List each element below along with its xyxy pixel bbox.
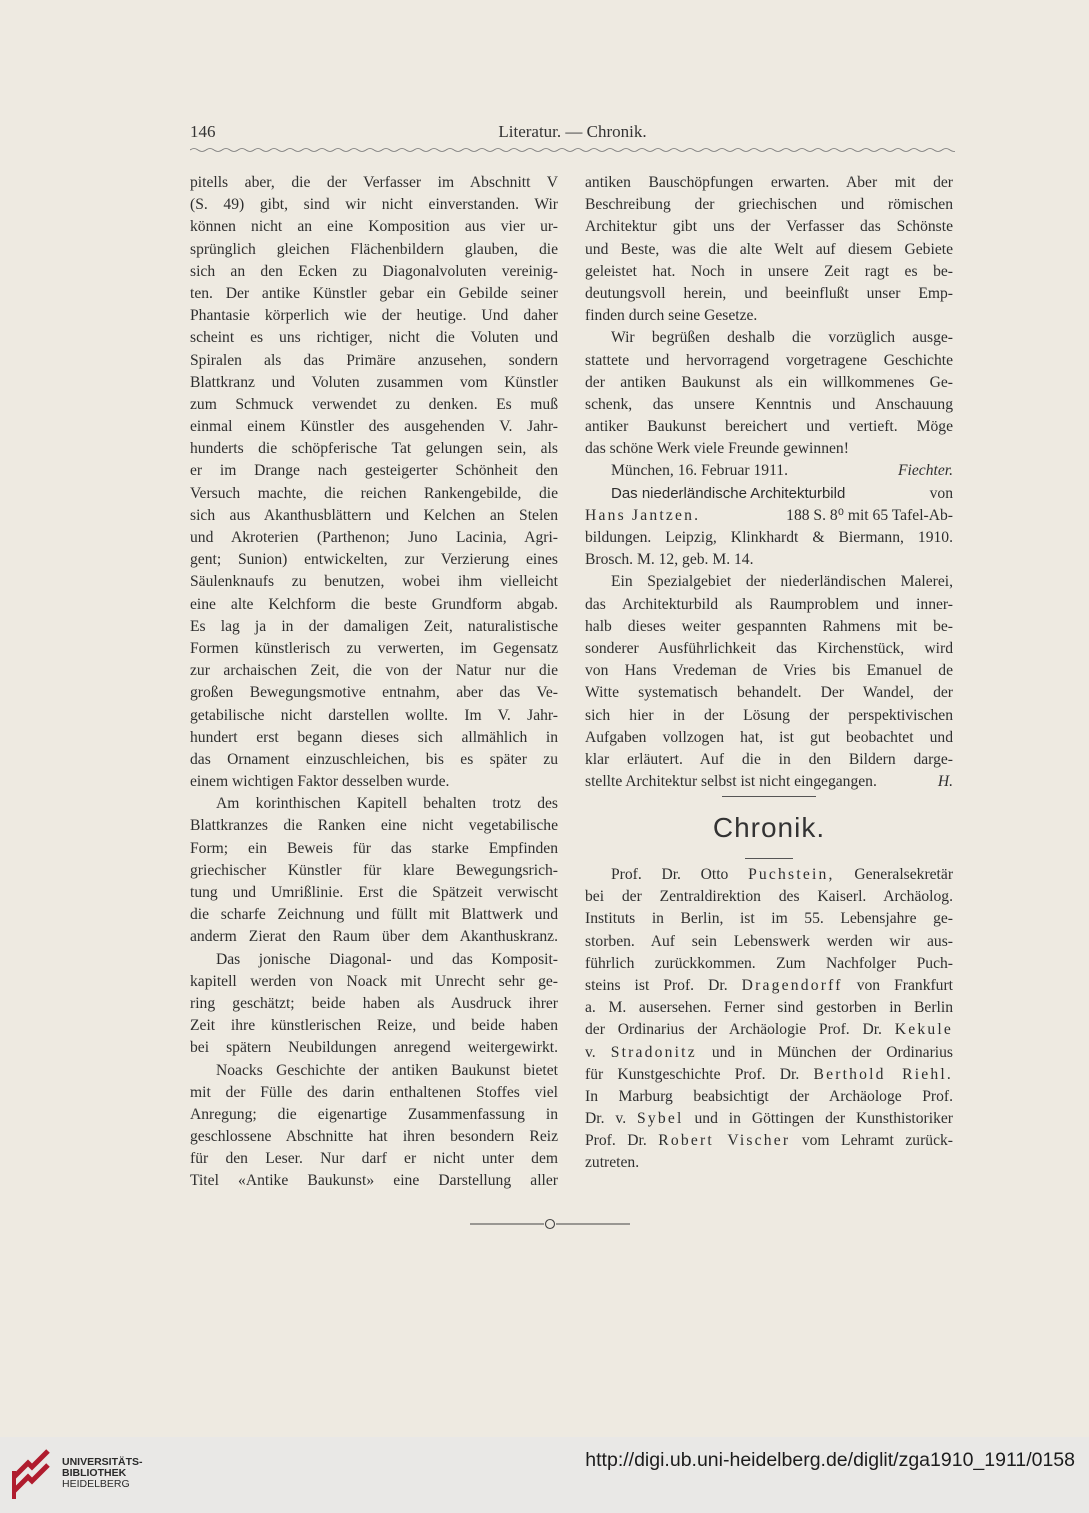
text-line: deutungsvoll herein, und beeinflußt unser Emp- [585,284,953,302]
text-line: Form; ein Beweis für das starke Empfinden [190,839,558,857]
left-text-column [190,172,558,1193]
second-review-last-text: stellte Architektur selbst ist nicht eingegangen. [585,773,877,791]
text-line: klar erläutert. Auf die in den Bildern darge- [585,750,953,768]
text-line: geleistet hat. Noch in unsere Zeit ragt es be- [585,262,953,280]
text-line: einmal einem Künstler des ausgehenden V. Jahr- [190,418,558,436]
text-line: hundert erst begann dieses sich allmählich in [190,728,558,746]
chronik-line: In Marburg beabsichtigt der Archäologe Prof. [585,1087,953,1105]
text-line: einem wichtigen Faktor desselben wurde. [190,773,450,791]
text-line: Spiralen als das Primäre anzusehen, sondern [190,351,558,369]
text-line: sich hier in der Lösung der perspektivischen [585,706,953,724]
chronik-text [585,864,953,1175]
second-review-title-line [585,483,953,505]
permalink-url[interactable]: http://digi.ub.uni-heidelberg.de/diglit/zga1910_1911/0158 [585,1449,1075,1471]
chronik-line [585,1130,953,1152]
right-text-column [585,172,953,793]
text-line: großen Bewegungsmotive entnahm, aber das Ve- [190,684,558,702]
second-review-bib-line-1 [585,505,953,527]
text-line: er im Drange nach gesteigerter Schönheit den [190,462,558,480]
text-line: das Ornament einzuschleichen, bis es später zu [190,750,558,768]
text-line: stattete und hervorragend vorgetragene Geschichte [585,351,953,369]
chronik-line: a. M. ausersehen. Ferner sind gestorben in Berlin [585,999,953,1017]
person-name: Berthold Riehl. [813,1065,953,1083]
text-line: Phantasie körperlich wie der heutige. Und daher [190,307,558,325]
text-line: sich aus Akanthusblättern und Kelchen an Stelen [190,506,558,524]
second-review-author: Hans Jantzen. [585,506,701,524]
text-line: zur archaischen Zeit, die von der Natur nur die [190,662,558,680]
text-line: und Beste, was die alte Welt auf diesem Gebiete [585,240,953,258]
chronik-text-run: und in Göttingen der Kunsthistoriker [694,1110,953,1128]
chronik-text-run: v. [585,1043,596,1061]
chronik-text-run: und in München der Ordinarius [711,1043,953,1061]
text-line: von Hans Vredeman de Vries bis Emanuel de [585,662,953,680]
text-line: sich an den Ecken zu Diagonalvoluten vereinig- [190,262,558,280]
chronik-line [585,1019,953,1041]
text-line: Noacks Geschichte der antiken Baukunst bietet [216,1061,558,1079]
chronik-line: bei der Zentraldirektion des Kaiserl. Archäolog. [585,888,953,906]
chronik-line [585,1108,953,1130]
second-review-bib-line-3: Brosch. M. 12, geb. M. 14. [585,551,754,569]
second-review-title: Das niederländische Architekturbild [611,484,846,502]
text-line: Säulenknaufs zu benutzen, wobei ihm vielleicht [190,573,558,591]
text-line: die scharfe Zeichnung und füllt mit Blattwerk und [190,906,558,924]
chronik-line: führlich zurückkommen. Zum Nachfolger Puch- [585,954,953,972]
text-line: und Akroterien (Parthenon; Juno Lacinia, Agri- [190,529,558,546]
text-line: Das jonische Diagonal- und das Komposit- [216,950,558,968]
chronik-line [585,864,953,886]
second-review-bib-rest: 188 S. 8⁰ mit 65 Tafel-Ab- [786,506,953,524]
text-line: gent; Sunion) entwickelten, zur Verzierung eines [190,551,558,569]
text-line: tung und Umrißlinie. Erst die Spätzeit verwischt [190,884,558,901]
text-line: ring geschätzt; beide haben als Ausdruck ihrer [190,994,558,1012]
text-line: Formen künstlerisch zu verwerten, im Gegensatz [190,639,558,657]
text-line: Wir begrüßen deshalb die vorzüglich ausge- [611,329,953,347]
text-line: Beschreibung der griechischen und römischen [585,196,953,214]
text-line: bei spätern Neubildungen anregend weitergewirkt. [190,1039,558,1057]
person-name: Robert Vischer [658,1132,791,1150]
chronik-line [585,1064,953,1086]
chronik-text-run: steins ist Prof. Dr. [585,976,728,994]
text-line: Witte systematisch behandelt. Der Wandel, der [585,684,953,702]
text-line: das schöne Werk viele Freunde gewinnen! [585,440,849,458]
library-name-line: BIBLIOTHEK [62,1467,127,1479]
text-line: sprünglich gleichen Flächenbildern glauben, die [190,240,558,258]
text-line: Versuch machte, die reichen Rankengebilde, die [190,484,558,502]
chronik-text-run: von Frankfurt [856,976,953,994]
text-line: Aufgaben vollzogen hat, ist gut beobachtet und [585,728,953,746]
text-line: anderm Zierat den Raum über dem Akanthuskranz. [190,928,558,946]
library-name-line: HEIDELBERG [62,1478,130,1490]
dateline-place-date: München, 16. Februar 1911. [611,462,788,480]
person-name: Stradonitz [610,1043,697,1061]
running-header [190,120,955,148]
chronik-line: zutreten. [585,1154,640,1172]
chronik-text-run: Dr. v. [585,1110,627,1128]
second-review-body [585,571,953,771]
person-name: Dragendorff [741,976,843,994]
chronik-text-run: Prof. Dr. Otto [611,866,729,883]
person-name: Sybel [637,1110,684,1128]
text-line: geschlossene Abschnitte hat ihren besondern Reiz [190,1128,558,1146]
header-wavy-rule [190,147,955,153]
chronik-heading: Chronik. [712,812,826,843]
chronik-text-run: Generalsekretär [854,866,953,883]
text-line: mit der Fülle des darin enthaltenen Stoffes viel [190,1083,558,1101]
section-divider-top [722,796,816,797]
heidelberg-library-logo-icon [8,1447,54,1501]
text-line: antiker Baukunst bereichert und vertieft. Möge [585,418,953,436]
review-continuation [585,172,953,460]
section-divider-bottom [745,858,793,859]
library-footer [0,1437,1089,1513]
library-name [62,1457,143,1490]
text-line: ten. Der antike Künstler gebar ein Gebilde seiner [190,284,558,302]
text-line: halb dieses weiter gespannten Rahmens mit be- [585,617,953,635]
chronik-line: storben. Auf sein Lebenswerk werden wir aus- [585,932,953,950]
text-line: zum Schmuck verwendet zu denken. Es muß [190,395,558,413]
text-line: Blattkranz und Voluten zusammen vom Künstler [190,373,558,391]
chronik-line [585,1042,953,1064]
text-line: (S. 49) gibt, sind wir nicht einverstanden. Wir [190,196,558,214]
text-line: sonderer Ausführlichkeit das Kirchenstück, wird [585,639,953,657]
text-line: der antiken Baukunst als ein willkommenes Ge- [585,373,953,391]
text-line: getabilische nicht darstellen wollte. Im V. Jahr- [190,706,558,724]
text-line: finden durch seine Gesetze. [585,307,758,325]
text-line: Architektur gibt uns der Verfasser das Schönste [585,218,953,236]
second-review-signature: H. [937,773,953,791]
chronik-text-run: für Kunstgeschichte Prof. Dr. [585,1065,800,1083]
library-name-line: UNIVERSITÄTS- [62,1456,143,1468]
text-line: antiken Bauschöpfungen erwarten. Aber mit der [585,174,953,191]
text-line: Zeit ihre künstlerischen Reize, und beide haben [190,1017,558,1035]
text-line: hunderts die schöpferische Tat gelungen sein, als [190,440,558,458]
text-line: Anregung; die eigenartige Zusammenfassung in [190,1105,558,1123]
second-review-bib-line-2: bildungen. Leipzig, Klinkhardt & Biermann, 1910. [585,529,953,546]
text-line: das Architekturbild als Raumproblem und inner- [585,595,953,613]
dateline [585,460,953,482]
running-title: Literatur. — Chronik. [498,122,647,141]
person-name: Kekule [894,1021,953,1039]
second-review-title-suffix: von [929,484,953,502]
page-number: 146 [190,122,216,141]
text-line: scheint es uns richtiger, nicht die Voluten und [190,329,558,347]
text-line: für den Leser. Nur darf er nicht unter dem [190,1150,558,1168]
text-line: griechischer Künstler für klare Bewegungsrich- [190,861,558,879]
chronik-text-run: der Ordinarius der Archäologie Prof. Dr. [585,1021,882,1039]
text-line: Es lag ja in der damaligen Zeit, naturalistische [190,617,558,635]
text-line: pitells aber, die der Verfasser im Abschnitt V [190,174,558,191]
second-review-last-line [585,771,953,793]
text-line: Ein Spezialgebiet der niederländischen Malerei, [611,573,953,591]
text-line: schenk, das unsere Kenntnis und Anschauung [585,395,953,413]
text-line: Titel «Antike Baukunst» eine Darstellung aller [190,1172,558,1190]
dateline-author: Fiechter. [898,462,953,480]
text-line: eine alte Kelchform die beste Grundform abgab. [190,595,558,613]
text-line: können nicht an eine Komposition aus vier ur- [190,218,558,236]
chronik-line: Instituts in Berlin, ist im 55. Lebensjahre ge- [585,910,953,928]
text-line: Am korinthischen Kapitell behalten trotz des [216,795,558,813]
text-line: kapitell werden von Noack mit Unrecht sehr ge- [190,972,558,990]
end-ornament [470,1217,630,1231]
text-line: Blattkranzes die Ranken eine nicht vegetabilische [190,817,558,835]
chronik-line [585,975,953,997]
chronik-text-run: Prof. Dr. [585,1132,647,1150]
person-name: Puchstein, [748,866,835,883]
chronik-text-run: vom Lehramt zurück- [801,1132,953,1150]
